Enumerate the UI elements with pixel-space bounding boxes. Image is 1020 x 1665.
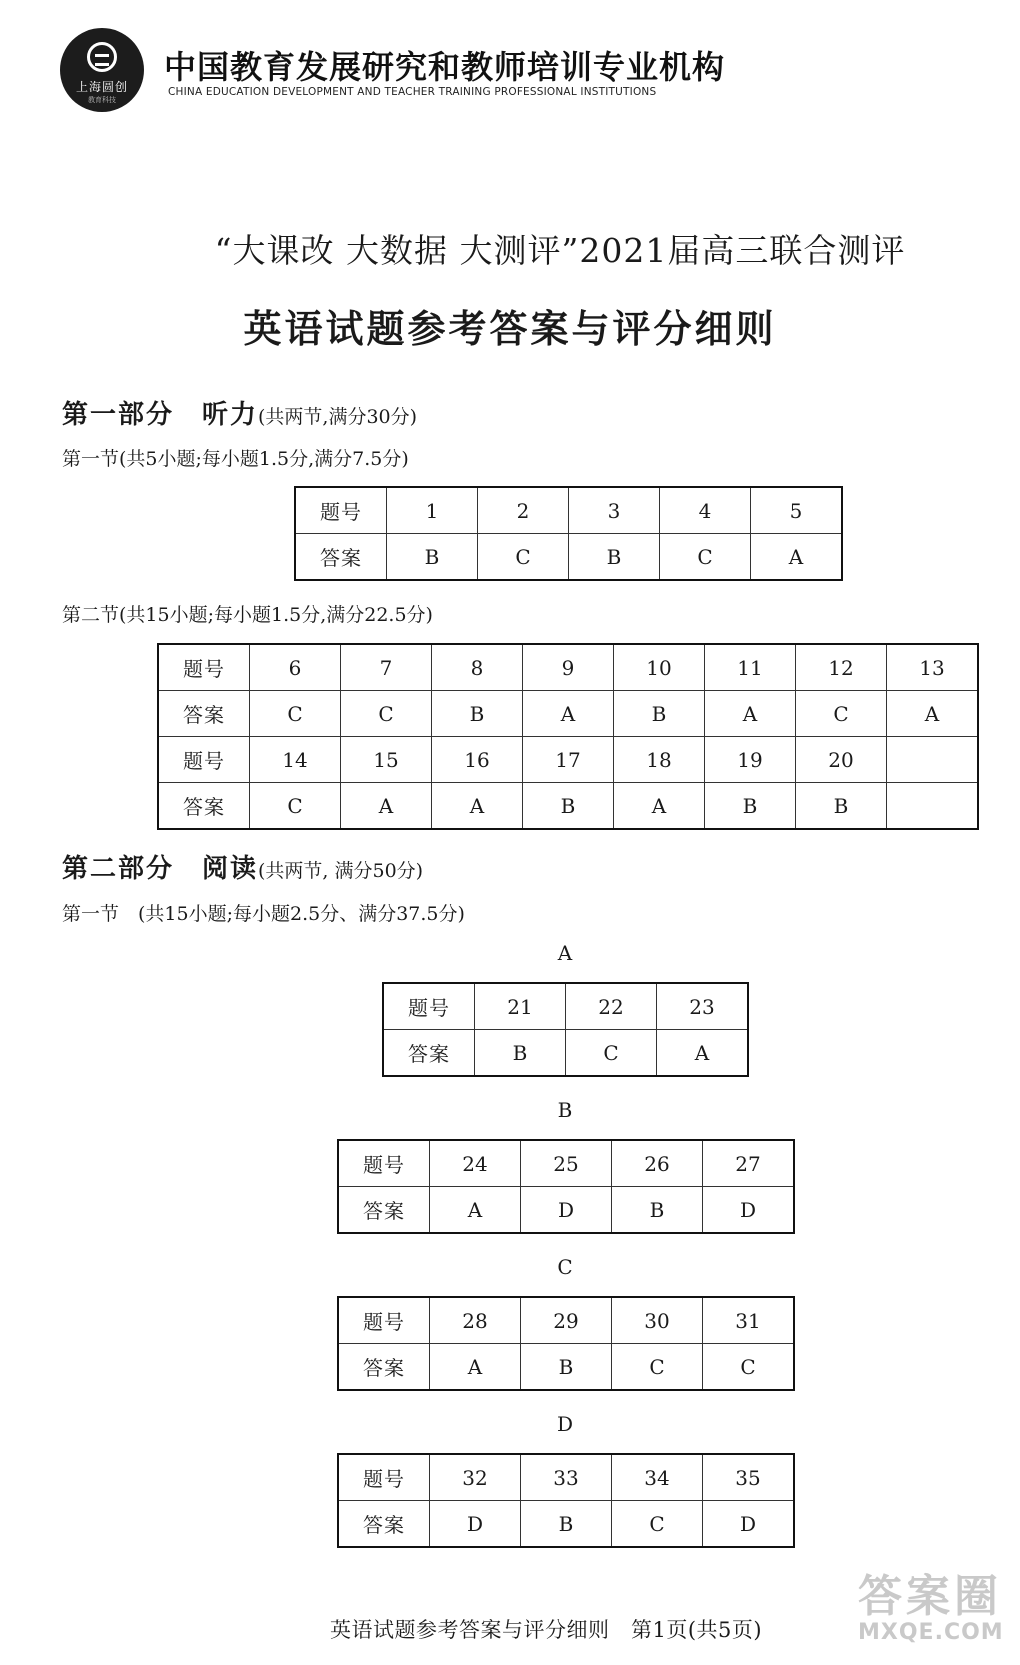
table-row: [383, 983, 748, 1030]
logo-emblem-icon: [87, 42, 117, 72]
part2-title: 第二部分 阅读: [62, 854, 259, 884]
exam-title: “大课改 大数据 大测评”2021届高三联合测评: [214, 231, 906, 270]
table-cell: C: [250, 691, 341, 737]
table-cell: 24: [430, 1140, 521, 1187]
table-row: [383, 1030, 748, 1077]
table-cell: D: [430, 1501, 521, 1548]
passage-label-c: C: [557, 1255, 573, 1279]
table-cell: 答案: [295, 534, 387, 581]
table-cell: 1: [387, 487, 478, 534]
table-cell: D: [521, 1187, 612, 1234]
table-cell: C: [566, 1030, 657, 1077]
table-cell: 19: [705, 737, 796, 783]
org-subtitle: CHINA EDUCATION DEVELOPMENT AND TEACHER TRAINING PROFESSIONAL INSTITUTIONS: [168, 86, 657, 98]
answer-table-part1-section1: [294, 486, 843, 581]
table-cell: D: [703, 1501, 795, 1548]
table-cell: 2: [478, 487, 569, 534]
watermark: [858, 1560, 1008, 1660]
table-cell: 21: [475, 983, 566, 1030]
table-cell: [887, 783, 979, 830]
table-cell: 10: [614, 644, 705, 691]
answer-table-passage-a: [382, 982, 749, 1077]
table-cell: 20: [796, 737, 887, 783]
part2-note: (共两节, 满分50分): [258, 860, 424, 882]
table-cell: C: [703, 1344, 795, 1391]
table-cell: 答案: [338, 1344, 430, 1391]
table-row: [295, 534, 842, 581]
table-cell: 题号: [158, 737, 250, 783]
table-cell: A: [430, 1187, 521, 1234]
table-cell: 答案: [338, 1501, 430, 1548]
table-cell: 题号: [338, 1454, 430, 1501]
table-cell: A: [432, 783, 523, 830]
logo-subtext: 教育科技: [88, 95, 116, 104]
watermark-text: 答案圈: [858, 1571, 1002, 1622]
answer-table-passage-d: [337, 1453, 795, 1548]
passage-label-a: A: [557, 941, 573, 965]
table-cell: 题号: [295, 487, 387, 534]
table-cell: 16: [432, 737, 523, 783]
table-cell: 题号: [383, 983, 475, 1030]
table-cell: 答案: [158, 691, 250, 737]
table-cell: B: [523, 783, 614, 830]
table-cell: 题号: [338, 1297, 430, 1344]
table-cell: B: [612, 1187, 703, 1234]
table-cell: 答案: [338, 1187, 430, 1234]
answer-table-part1-section2: [157, 643, 979, 830]
table-cell: 25: [521, 1140, 612, 1187]
table-cell: B: [614, 691, 705, 737]
table-row: [338, 1187, 794, 1234]
table-cell: 3: [569, 487, 660, 534]
table-cell: 17: [523, 737, 614, 783]
table-cell: A: [614, 783, 705, 830]
table-cell: 题号: [158, 644, 250, 691]
table-cell: B: [432, 691, 523, 737]
table-cell: B: [705, 783, 796, 830]
table-row: [158, 644, 978, 691]
table-cell: 29: [521, 1297, 612, 1344]
table-cell: 34: [612, 1454, 703, 1501]
table-cell: 35: [703, 1454, 795, 1501]
table-cell: B: [521, 1344, 612, 1391]
table-cell: C: [612, 1344, 703, 1391]
table-cell: 18: [614, 737, 705, 783]
table-cell: 7: [341, 644, 432, 691]
table-row: [158, 783, 978, 830]
table-cell: A: [430, 1344, 521, 1391]
table-cell: 11: [705, 644, 796, 691]
part1-heading: [62, 394, 417, 431]
table-cell: A: [341, 783, 432, 830]
table-row: [295, 487, 842, 534]
table-cell: 5: [751, 487, 843, 534]
passage-label-d: D: [556, 1412, 574, 1436]
table-cell: 题号: [338, 1140, 430, 1187]
table-cell: B: [387, 534, 478, 581]
table-cell: 14: [250, 737, 341, 783]
table-cell: C: [612, 1501, 703, 1548]
table-row: [338, 1501, 794, 1548]
table-row: [338, 1297, 794, 1344]
table-row: [338, 1454, 794, 1501]
table-cell: 13: [887, 644, 979, 691]
table-cell: 22: [566, 983, 657, 1030]
part2-section1-title: 第一节 (共15小题;每小题2.5分、满分37.5分): [62, 903, 465, 925]
table-cell: 32: [430, 1454, 521, 1501]
page-footer: 英语试题参考答案与评分细则 第1页(共5页): [330, 1618, 763, 1642]
institution-logo: [60, 28, 144, 112]
table-cell: A: [705, 691, 796, 737]
table-cell: 12: [796, 644, 887, 691]
table-cell: A: [523, 691, 614, 737]
part1-section1-title: 第一节(共5小题;每小题1.5分,满分7.5分): [62, 448, 409, 470]
table-cell: 15: [341, 737, 432, 783]
answer-table-passage-b: [337, 1139, 795, 1234]
table-cell: B: [796, 783, 887, 830]
table-cell: 8: [432, 644, 523, 691]
table-cell: 4: [660, 487, 751, 534]
part1-note: (共两节,满分30分): [258, 406, 418, 428]
table-cell: 33: [521, 1454, 612, 1501]
part1-title: 第一部分 听力: [62, 400, 259, 430]
org-title: 中国教育发展研究和教师培训专业机构: [164, 48, 726, 86]
passage-label-b: B: [557, 1098, 573, 1122]
document-title: 英语试题参考答案与评分细则: [243, 306, 777, 351]
table-cell: A: [887, 691, 979, 737]
table-cell: C: [478, 534, 569, 581]
table-row: [338, 1140, 794, 1187]
table-cell: 答案: [383, 1030, 475, 1077]
table-row: [338, 1344, 794, 1391]
table-cell: 31: [703, 1297, 795, 1344]
table-row: [158, 737, 978, 783]
table-cell: B: [521, 1501, 612, 1548]
table-cell: 6: [250, 644, 341, 691]
table-cell: D: [703, 1187, 795, 1234]
part1-section2-title: 第二节(共15小题;每小题1.5分,满分22.5分): [62, 604, 433, 626]
table-cell: C: [341, 691, 432, 737]
table-cell: C: [796, 691, 887, 737]
table-cell: 答案: [158, 783, 250, 830]
table-cell: B: [475, 1030, 566, 1077]
table-cell: 27: [703, 1140, 795, 1187]
logo-text: 上海圆创: [75, 79, 128, 94]
table-cell: 28: [430, 1297, 521, 1344]
table-cell: 23: [657, 983, 749, 1030]
table-row: [158, 691, 978, 737]
table-cell: C: [660, 534, 751, 581]
table-cell: A: [657, 1030, 749, 1077]
table-cell: 26: [612, 1140, 703, 1187]
table-cell: 30: [612, 1297, 703, 1344]
part2-heading: [62, 848, 423, 885]
watermark-domain: MXQE.COM: [858, 1620, 1004, 1645]
table-cell: [887, 737, 979, 783]
table-cell: B: [569, 534, 660, 581]
table-cell: 9: [523, 644, 614, 691]
answer-table-passage-c: [337, 1296, 795, 1391]
table-cell: A: [751, 534, 843, 581]
table-cell: C: [250, 783, 341, 830]
